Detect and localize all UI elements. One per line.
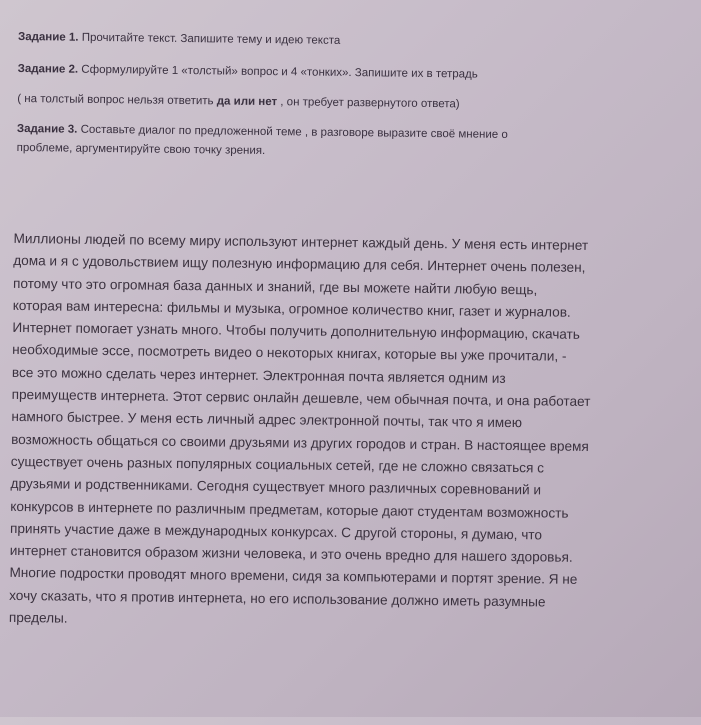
text-line: существует очень разных популярных социальных сетей, где не сложно связаться с bbox=[10, 453, 545, 476]
text-line: необходимые эссе, посмотреть видео о некоторых книгах, которые вы уже прочитали, - bbox=[12, 342, 567, 365]
text-line: которая вам интересна: фильмы и музыка, огромное количество книг, газет и журналов. bbox=[12, 297, 571, 320]
task-3-line-2: проблеме, аргументируйте свою точку зрения. bbox=[16, 141, 266, 158]
text-line: интернет становится образом жизни человека, и это очень вредно для нашего здоровья. bbox=[9, 543, 573, 565]
task-3-label: Задание 3. bbox=[16, 122, 78, 136]
text-line: конкурсов в интернете по различным предметам, которые дают студентам возможность bbox=[10, 498, 569, 521]
text-line: все это можно сделать через интернет. Электронная почта является одним из bbox=[11, 364, 506, 386]
text-line: Многие подростки проводят много времени, сидя за компьютерами и портят зрение. Я не bbox=[9, 565, 578, 588]
text-line: дома и я с удовольствием ищу полезную информацию для себя. Интернет очень полезен, bbox=[13, 253, 586, 276]
task-2 bbox=[18, 60, 478, 85]
task-3-line-1: Составьте диалог по предложенной теме , в разговоре выразите своё мнение о bbox=[80, 123, 508, 141]
main-text bbox=[9, 228, 686, 638]
task-2-note-before: ( на толстый вопрос нельзя ответить bbox=[17, 92, 217, 108]
text-line: пределы. bbox=[8, 609, 68, 626]
task-2-note-after: , он требует развернутого ответа) bbox=[277, 96, 460, 111]
task-3 bbox=[17, 120, 657, 166]
task-2-note bbox=[17, 90, 460, 114]
text-line: преимуществ интернета. Этот сервис онлайн дешевле, чем обычная почта, и она работает bbox=[11, 387, 591, 410]
text-line: намного быстрее. У меня есть личный адрес электронной почты, так что я имею bbox=[11, 409, 523, 431]
text-line: возможность общаться со своими друзьями из других городов и стран. В настоящее время bbox=[11, 431, 589, 454]
text-line: Миллионы людей по всему миру используют интернет каждый день. У меня есть интернет bbox=[13, 230, 589, 253]
text-line: принять участие даже в международных конкурсах. С другой стороны, я думаю, что bbox=[9, 520, 543, 543]
text-line: хочу сказать, что я против интернета, но его использование должно иметь разумные bbox=[9, 587, 546, 610]
task-2-text: Сформулируйте 1 «толстый» вопрос и 4 «тонких». Запишите их в тетрадь bbox=[81, 63, 478, 81]
text-line: Интернет помогает узнать много. Чтобы получить дополнительную информацию, скачать bbox=[12, 320, 581, 343]
text-line: друзьями и родственниками. Сегодня существует много различных соревнований и bbox=[10, 476, 542, 498]
task-2-note-bold: да или нет bbox=[216, 95, 278, 109]
text-line: потому что это огромная база данных и знаний, где вы можете найти любую вещь, bbox=[12, 275, 538, 297]
task-1-label: Задание 1. bbox=[17, 30, 79, 44]
task-2-label: Задание 2. bbox=[17, 62, 79, 76]
task-1-text: Прочитайте текст. Запишите тему и идею текста bbox=[81, 31, 341, 47]
task-1 bbox=[18, 28, 340, 51]
